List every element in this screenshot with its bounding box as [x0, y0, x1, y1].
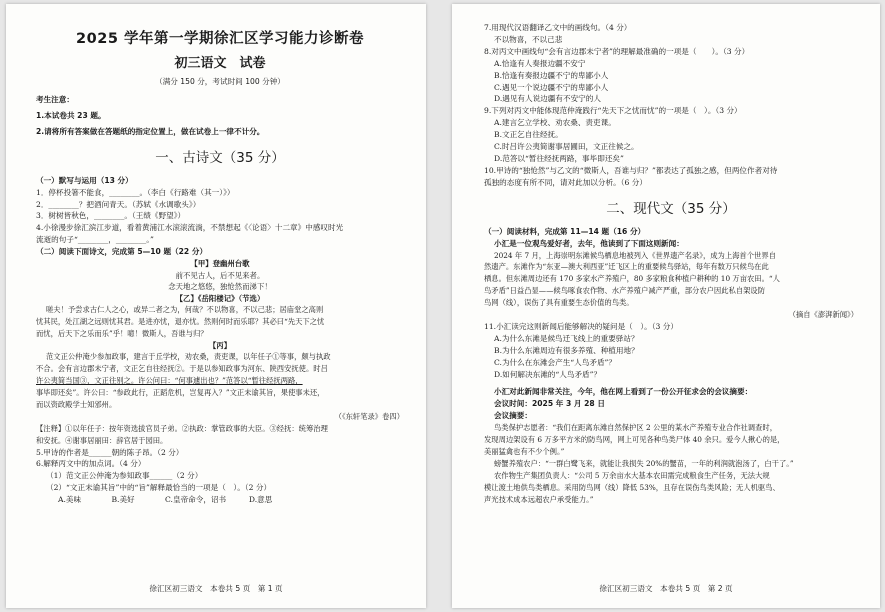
notice-1: 1.本试卷共 23 题。 [36, 110, 106, 120]
meeting-line-1: 鸟类保护志愿者：“我们在距离东滩自然保护区 2 公里的某水产养殖专业合作社调查时， [494, 423, 777, 433]
part2-heading: （二）阅读下面诗文，完成第 5—10 题（22 分） [36, 247, 208, 257]
exam-meta: （满分 150 分，考试时间 100 分钟） [155, 77, 285, 86]
exam-title: 2025 学年第一学期徐汇区学习能力诊断卷 [76, 31, 364, 47]
meeting-summary-heading: 会议摘要： [494, 411, 532, 421]
question-11-option-c: C.为什么在东滩会产生“人鸟矛盾”？ [494, 357, 617, 367]
exam-page-2 [452, 4, 880, 608]
passage-yi-line-2: 忧其民，处江湖之远则忧其君。是进亦忧，退亦忧。然则何时而乐耶？其必曰“先天下之忧 [36, 316, 325, 326]
question-6-part-2: （2）“文正未谕其旨”中的“旨”解释最恰当的一项是（ ）。（2 分） [46, 483, 272, 493]
question-8-option-d: D.遇见有人说边疆有不安宁的人 [494, 94, 601, 104]
news-intro: 小汇是一位观鸟爱好者，去年，他读到了下面这则新闻： [494, 238, 684, 248]
part1-heading: （一）默写与运用（13 分） [36, 175, 133, 185]
section-title-modern: 二、现代文（35 分） [606, 200, 736, 217]
notice-heading: 考生注意： [36, 95, 74, 104]
poem-title: 【甲】登幽州台歌 [190, 259, 250, 269]
poem-line-1: 前不见古人，后不见来者。 [175, 270, 265, 280]
passage-yi-line-1: 嗟夫！予尝求古仁人之心，或异二者之为，何哉？不以物喜，不以己悲；居庙堂之高则 [46, 305, 324, 315]
passage-source: （《东轩笔录》卷四） [334, 411, 404, 421]
passage-bing-line-2: 不合。会有言边郡未宁者，文正乞自往经抚②。于是以参知政事为河东、陕西安抚使。时吕 [36, 364, 328, 374]
exam-page-1 [6, 4, 426, 608]
question-8-option-a: A.恰逢有人奏报边疆不安宁 [494, 58, 586, 68]
modern-part1-heading: （一）阅读材料，完成第 11—14 题（16 分） [484, 226, 646, 236]
page-1-footer: 徐汇区初三语文 本卷共 5 页 第 1 页 [149, 584, 283, 593]
notice-2: 2.请将所有答案做在答题纸的指定位置上，做在试卷上一律不计分。 [36, 126, 265, 136]
news-line-5: 鸟网（线），误伤了具有重要生态价值的鸟类。 [484, 298, 634, 308]
question-8-option-c: C.遇见一个说边疆不宁的卑鄙小人 [494, 82, 609, 92]
question-3: 3．树树皆秋色，________。（王绩《野望》） [36, 211, 186, 221]
poem-line-2: 念天地之悠悠，独怆然而涕下！ [168, 282, 272, 292]
exam-subtitle: 初三语文 试卷 [174, 56, 266, 71]
meeting-time: 会议时间：2025 年 3 月 28 日 [494, 399, 605, 409]
annotation-line-2: 和安抚。④谢事居丽田：辞官居于园田。 [36, 435, 168, 445]
news-line-4: 鸟矛盾”日益凸显——候鸟啄食农作物、水产养殖户减产严重，部分农户因此私自架设防 [484, 286, 766, 296]
news-source: （摘自《澎湃新闻》） [788, 310, 858, 320]
question-9-option-c: C.时吕许公夷简谢事居圃田，文正往候之。 [494, 142, 639, 152]
meeting-line-6: 模让渡土地供鸟类栖息。采用防鸟网（线）降低 53%，且存在误伤鸟类风险；无人机驱鸟、 [484, 482, 780, 492]
question-11-option-a: A.为什么东滩是候鸟迁飞线上的重要驿站？ [494, 333, 639, 343]
question-9-option-d: D.范答以“暂往经抚两路，事毕即还矣” [494, 153, 624, 163]
question-6-part-1: （1）范文正公仲淹为参知政事______（2 分） [46, 471, 203, 481]
passage-bing-title: 【丙】 [208, 340, 232, 350]
meeting-line-5: 农作物生产集团负责人：“公司 5 万余亩水大基本农田需完成粮食生产任务，无法大规 [494, 470, 770, 480]
page-2-footer: 徐汇区初三语文 本卷共 5 页 第 2 页 [599, 584, 733, 593]
passage-yi-line-3: 而忧，后天下之乐而乐”乎！噫！微斯人，吾谁与归？ [36, 328, 208, 338]
meeting-line-2: 发现周边架设有 6 万多平方米的防鸟网，网上可见各种鸟类尸体 40 余只。爱今人揪心的是， [484, 435, 785, 445]
question-7-sentence: 不以物喜，不以己悲 [494, 34, 563, 44]
question-9-option-b: B.文正乞自往经抚。 [494, 130, 563, 140]
question-4-line-2: 流逝的句子“________，________。” [36, 235, 154, 245]
passage-bing-line-3: 许公夷简当国③，文正往别之。许公问曰：“何事遽出也？”范答以“暂往经抚两路， [36, 376, 303, 386]
question-8-option-b: B.恰逢有奏报边疆不宁的卑鄙小人 [494, 70, 609, 80]
meeting-intro: 小汇对此新闻非常关注，今年，他在网上看到了一份公开征求会的会议摘要： [494, 387, 753, 397]
news-line-3: 栖息。但东滩周边还有 170 多家水产养殖户，80 多家粮食种植户耕种的 10 万亩农田。“人 [484, 274, 780, 284]
passage-yi-title: 【乙】《岳阳楼记》（节选） [175, 293, 265, 303]
passage-bing-line-1: 范文正公仲淹少参加政事，建言于丘学校，劝农桑，责吏课，以年任子①等事，颇与执政 [46, 352, 331, 362]
question-5: 5.甲诗的作者是______朝的陈子昂。（2 分） [36, 447, 184, 457]
question-11-option-b: B.为什么东滩周边有很多养殖、种植用地？ [494, 345, 639, 355]
question-2: 2．________？把酒问青天。（苏轼《水调歌头》） [36, 199, 201, 209]
news-line-1: 2024 年 7 月，上海崇明东滩候鸟栖息地被列入《世界遗产名录》，成为上海首个世界自 [494, 250, 776, 260]
passage-bing-line-5: 而以资政殿学士知邠州。 [36, 399, 117, 409]
section-title-classical: 一、古诗文（35 分） [155, 149, 285, 166]
news-line-2: 然遗产。东滩作为“东亚—澳大利西亚”迁飞区上的重要候鸟驿站，每年有数万只候鸟在此 [484, 262, 769, 272]
annotation-line-1: 【注释】①以年任子：按年资选拔官员子弟。②执政：掌管政事的大臣。③经抚：统筹治理 [36, 423, 328, 433]
question-9-option-a: A.建言乞立学校、劝农桑、责吏课。 [494, 118, 616, 128]
meeting-line-7: 声光技术成本远超农户承受能力。” [484, 494, 594, 504]
question-11-option-d: D.如何解决东滩的“人鸟矛盾”？ [494, 369, 602, 379]
question-1: 1．停杯投箸不能食，________。（李白《行路难（其一）》） [36, 187, 235, 197]
meeting-line-4: 螃蟹养殖农户：“一群白鹭飞来，就能让我损失 20%的蟹苗，一年的利润就泡汤了，白干了。” [494, 458, 794, 468]
question-7: 7.用现代汉语翻译乙文中的画线句。（4 分） [484, 23, 632, 32]
question-6: 6.解释丙文中的加点词。（4 分） [36, 459, 146, 469]
question-11: 11.小汇读完这则新闻后能够解决的疑问是（ ）。（3 分） [484, 321, 678, 331]
question-6-options: A.美味 B.美好 C.皇帝命令，诏书 D.意思 [58, 495, 273, 505]
question-9: 9.下列对丙文中能体现范仲淹践行“先天下之忧而忧”的一项是（ ）。（3 分） [484, 106, 742, 116]
question-8: 8.对丙文中画线句“会有言边郡未宁者”的理解最准确的一项是（ ）。（3 分） [484, 46, 750, 56]
question-10-line-1: 10.甲诗的“独怆然”与乙文的“微斯人，吾谁与归？”都表达了孤独之感，但两位作者对待 [484, 165, 778, 175]
question-4-line-1: 4.小徐漫步徐汇滨江步道，看着黄浦江水滚滚流淌，不禁想起《〈论语〉十二章》中感叹时光 [36, 223, 344, 233]
meeting-line-3: 美丽猛禽也有不少个例。” [484, 447, 565, 456]
passage-bing-line-4: 事毕即还矣”。许公曰：“参政此行，正蹈危机，岂复再入？”文正未谕其旨，果使事未还， [36, 388, 325, 397]
question-10-line-2: 孤独的态度有所不同，请对此加以分析。（6 分） [484, 177, 647, 187]
